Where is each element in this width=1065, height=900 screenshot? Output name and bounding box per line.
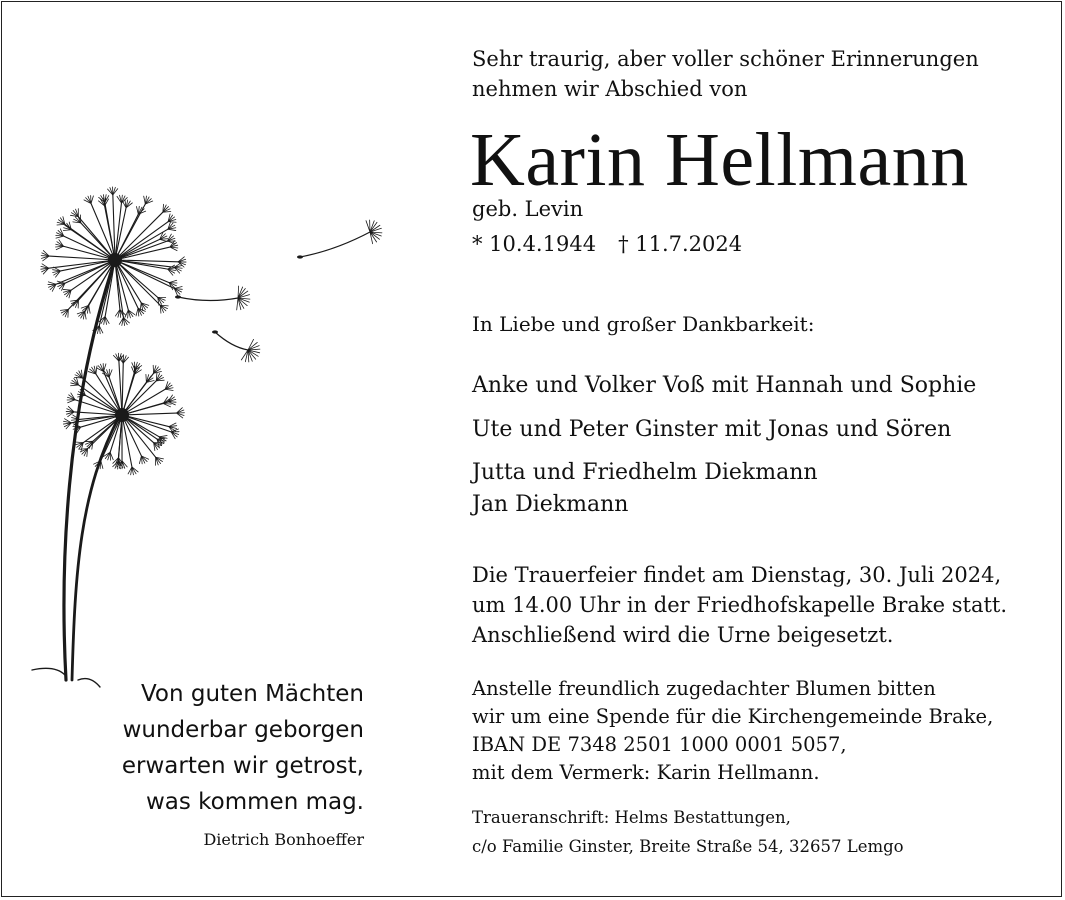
mourning-address xyxy=(472,803,904,861)
life-dates xyxy=(472,232,742,256)
donation-info xyxy=(472,675,993,787)
donation-line: mit dem Vermerk: Karin Hellmann. xyxy=(472,761,820,784)
ceremony-info xyxy=(472,560,1007,650)
quote-author: Dietrich Bonhoeffer xyxy=(203,830,364,849)
intro-line-2: nehmen wir Abschied von xyxy=(472,77,748,101)
intro-line-1: Sehr traurig, aber voller schöner Erinnerungen xyxy=(472,47,979,71)
death-date: † 11.7.2024 xyxy=(618,232,743,256)
family-line: Jutta und Friedhelm Diekmann xyxy=(472,460,818,485)
donation-line: wir um eine Spende für die Kirchengemeinde Brake, xyxy=(472,705,994,728)
bonhoeffer-quote xyxy=(122,676,364,820)
family-line: Jan Diekmann xyxy=(472,492,629,517)
ceremony-line: um 14.00 Uhr in der Friedhofskapelle Brake statt. xyxy=(472,593,1008,617)
birth-date: * 10.4.1944 xyxy=(472,232,597,256)
quote-line: erwarten wir getrost, xyxy=(121,753,364,779)
donation-line: IBAN DE 7348 2501 1000 0001 5057, xyxy=(472,733,847,756)
quote-line: wunderbar geborgen xyxy=(122,717,364,743)
thanks-line: In Liebe und großer Dankbarkeit: xyxy=(472,312,815,336)
family-line: Ute und Peter Ginster mit Jonas und Sören xyxy=(472,417,952,442)
quote-line: was kommen mag. xyxy=(145,789,364,815)
family-line: Anke und Volker Voß mit Hannah und Sophie xyxy=(472,373,977,398)
ceremony-line: Die Trauerfeier findet am Dienstag, 30. Juli 2024, xyxy=(472,563,1002,587)
quote-line: Von guten Mächten xyxy=(140,681,364,707)
ceremony-line: Anschließend wird die Urne beigesetzt. xyxy=(472,623,894,647)
birth-name: geb. Levin xyxy=(472,197,584,221)
address-line: Traueranschrift: Helms Bestattungen, xyxy=(472,808,791,827)
deceased-name: Karin Hellmann xyxy=(470,118,969,202)
intro-text xyxy=(472,44,979,104)
dandelion-illustration-icon xyxy=(20,150,400,695)
donation-line: Anstelle freundlich zugedachter Blumen bitten xyxy=(472,677,936,700)
address-line: c/o Familie Ginster, Breite Straße 54, 32657 Lemgo xyxy=(472,837,904,856)
